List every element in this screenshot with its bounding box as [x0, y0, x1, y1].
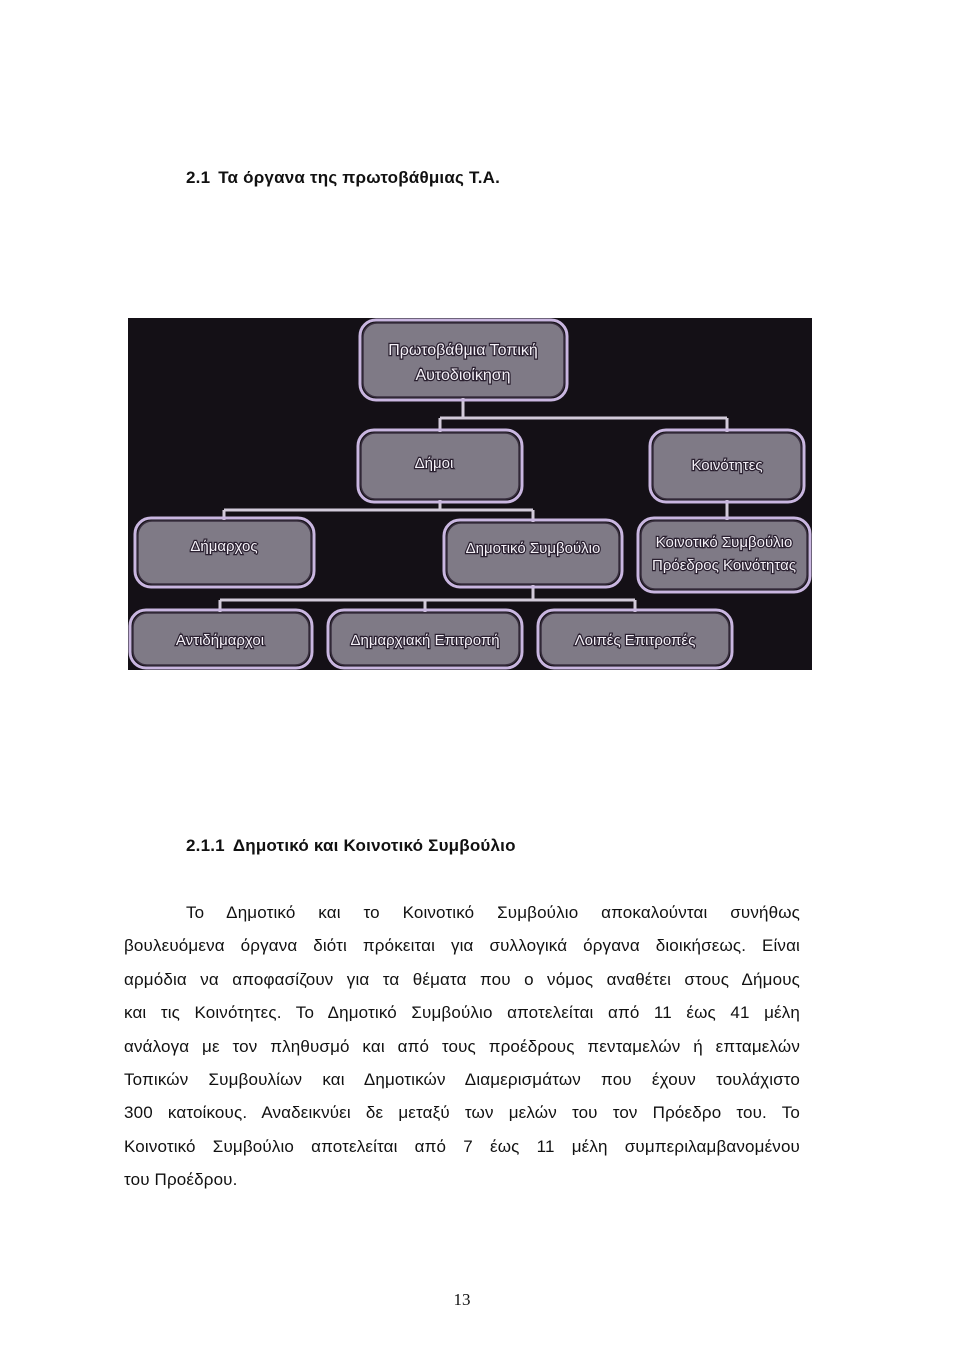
subsection-number: 2.1.1 [186, 836, 225, 855]
section-title: Τα όργανα της πρωτοβάθμιας Τ.Α. [218, 168, 501, 187]
page-number: 13 [453, 1290, 471, 1309]
node-dimarchos-label: Δήμαρχος [190, 538, 258, 555]
node-koinotiko-symvoulio-box [641, 521, 807, 589]
section-heading [186, 167, 500, 189]
paragraph-line: 300 κατοίκους. Αναδεικνύει δε μεταξύ των μελών του τον Πρόεδρο του. Το [124, 1103, 800, 1123]
node-dimarchiaki-epitropi [328, 610, 522, 668]
node-dimarchos [135, 518, 314, 587]
node-root-label-line2: Αυτοδιοίκηση [415, 367, 511, 384]
node-loipes-epitropes-label: Λοιπές Επιτροπές [574, 632, 696, 649]
node-koinotites-label: Κοινότητες [691, 457, 763, 474]
org-chart-svg [128, 318, 812, 670]
node-dimoi-label: Δήμοι [414, 455, 454, 472]
node-root-box [363, 323, 564, 397]
node-koinotiko-symvoulio [638, 518, 810, 592]
node-dimarchiaki-epitropi-label: Δημαρχιακή Επιτροπή [350, 632, 500, 649]
node-koinotiko-symvoulio-label-line1: Κοινοτικό Συμβούλιο [655, 534, 793, 551]
connector-root-level [440, 398, 727, 432]
section-number: 2.1 [186, 168, 211, 187]
paragraph-line: και τις Κοινότητες. Το Δημοτικό Συμβούλιο αποτελείται από 11 έως 41 μέλη [124, 1003, 800, 1023]
paragraph-line: Κοινοτικό Συμβούλιο αποτελείται από 7 έως 11 μέλη συμπεριλαμβανομένου [124, 1136, 800, 1156]
paragraph-line: βουλευόμενα όργανα διότι πρόκειται για συλλογικά όργανα διοικήσεως. Είναι [124, 936, 800, 956]
body-paragraph [124, 896, 800, 1197]
paragraph-line: αρμόδια να αποφασίζουν για τα θέματα που ο νόμος αναθέτει στους Δήμους [124, 969, 800, 989]
paragraph-line: Το Δημοτικό και το Κοινοτικό Συμβούλιο αποκαλούνται συνήθως [186, 903, 800, 922]
node-koinotiko-symvoulio-label-line2: Πρόεδρος Κοινότητας [651, 557, 797, 574]
node-root-label-line1: Πρωτοβάθμια Τοπική [388, 342, 538, 359]
node-antidimarchoi [130, 610, 312, 668]
paragraph-line: ανάλογα με τον πληθυσμό και από τους προέδρους πενταμελών ή επταμελών [124, 1036, 800, 1056]
subsection-heading [186, 835, 516, 857]
node-loipes-epitropes [538, 610, 732, 668]
node-koinotites [650, 430, 804, 502]
subsection-title: Δημοτικό και Κοινοτικό Συμβούλιο [232, 836, 516, 855]
connector-council-level [220, 585, 635, 612]
org-chart-diagram [128, 318, 812, 670]
node-dimoi [358, 430, 522, 502]
node-root [360, 320, 567, 400]
paragraph-line: του Προέδρου. [124, 1170, 238, 1190]
node-dimotiko-symvoulio [444, 520, 622, 587]
node-antidimarchoi-label: Αντιδήμαρχοι [175, 632, 265, 649]
node-dimotiko-symvoulio-label: Δημοτικό Συμβούλιο [465, 540, 601, 557]
paragraph-line: Τοπικών Συμβουλίων και Δημοτικών Διαμερισμάτων που έχουν τουλάχιστο [124, 1069, 800, 1089]
